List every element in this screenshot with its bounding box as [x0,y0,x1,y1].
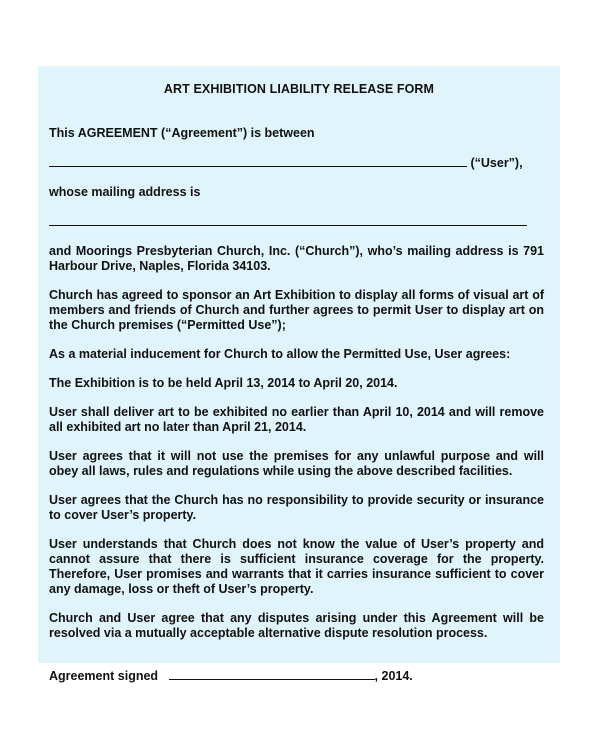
paragraph-security: User agrees that the Church has no responsibility to provide security or insurance to cover User’s property. [49,493,544,522]
paragraph-sponsorship: Church has agreed to sponsor an Art Exhibition to display all forms of visual art of members and friends of Church and further agrees to permit User to display art on the Church premises (“Permitted Use”); [49,288,544,332]
paragraph-exhibition-dates: The Exhibition is to be held April 13, 2014 to April 20, 2014. [49,376,398,390]
mailing-address-blank[interactable] [49,214,527,226]
church-party-paragraph: and Moorings Presbyterian Church, Inc. (“Church”), who’s mailing address is 791 Harbour Drive, Naples, Florida 34103. [49,244,544,273]
signature-label: Agreement signed [49,669,159,683]
paragraph-inducement: As a material inducement for Church to allow the Permitted Use, User agrees: [49,347,511,361]
mailing-address-row [49,214,544,230]
signature-suffix: , 2014. [374,669,413,683]
paragraph-disputes: Church and User agree that any disputes arising under this Agreement will be resolved via a mutually acceptable alternative dispute resolution process. [49,611,544,640]
intro-line: This AGREEMENT (“Agreement”) is between [49,126,315,140]
paragraph-lawful-use: User agrees that it will not use the premises for any unlawful purpose and will obey all laws, rules and regulations while using the above described facilities. [49,449,544,478]
user-name-blank[interactable] [49,155,467,167]
mailing-address-label: whose mailing address is [49,185,201,199]
signature-row [49,668,560,684]
form-title: ART EXHIBITION LIABILITY RELEASE FORM [163,82,435,96]
user-suffix: (“User”), [467,156,523,170]
paragraph-delivery: User shall deliver art to be exhibited no earlier than April 10, 2014 and will remove all exhibited art no later than April 21, 2014. [49,405,544,434]
release-form-page [38,66,560,683]
paragraph-insurance: User understands that Church does not know the value of User’s property and cannot assure that there is sufficient insurance coverage for the property. Therefore, User promises and warrants that it carries insurance sufficient to cover any damage, loss or theft of User’s property. [49,537,544,596]
user-name-row [49,155,544,171]
signature-date-blank[interactable] [169,668,375,680]
